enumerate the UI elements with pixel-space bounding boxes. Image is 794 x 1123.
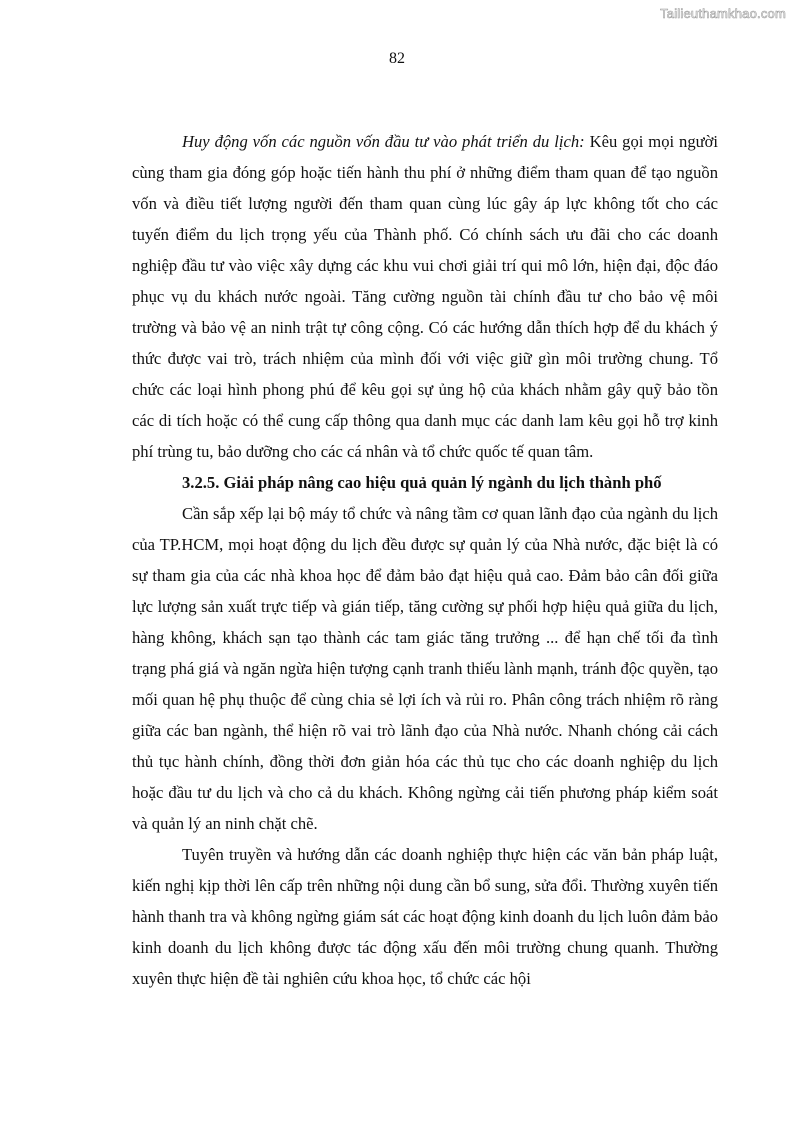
paragraph-propaganda: Tuyên truyền và hướng dẫn các doanh nghiệp thực hiện các văn bản pháp luật, kiến nghị kịp thời lên cấp trên những nội dung cần bổ sung, sửa đổi. Thường xuyên tiến hành thanh tra và không ngừng giám sát các hoạt động kinh doanh du lịch luôn đảm bảo kinh doanh du lịch không được tác động xấu đến môi trường chung quanh. Thường xuyên thực hiện đề tài nghiên cứu khoa học, tổ chức các hội [132,845,718,988]
paragraph-body: Kêu gọi mọi người cùng tham gia đóng góp hoặc tiến hành thu phí ở những điểm tham quan để tạo nguồn vốn và điều tiết lượng người đến tham quan cùng lúc gây áp lực không tốt cho các tuyến điểm du lịch trọng yếu của Thành phố. Có chính sách ưu đãi cho các doanh nghiệp đầu tư vào việc xây dựng các khu vui chơi giải trí qui mô lớn, hiện đại, độc đáo phục vụ du khách nước ngoài. Tăng cường nguồn tài chính đầu tư cho bảo vệ môi trường và bảo vệ an ninh trật tự công cộng. Có các hướng dẫn thích hợp để du khách ý thức được vai trò, trách nhiệm của mình đối với việc giữ gìn môi trường chung. Tổ chức các loại hình phong phú để kêu gọi sự ủng hộ của khách nhằm gây quỹ bảo tồn các di tích hoặc có thể cung cấp thông qua danh mục các danh lam kêu gọi hỗ trợ kinh phí trùng tu, bảo dưỡng cho các cá nhân và tổ chức quốc tế quan tâm. [132,132,718,461]
document-body [132,126,718,994]
section-heading: 3.2.5. Giải pháp nâng cao hiệu quả quản lý ngành du lịch thành phố [182,473,662,492]
paragraph-capital-mobilization [132,126,718,467]
paragraph-lead-italic: Huy động vốn các nguồn vốn đầu tư vào phát triển du lịch: [182,132,585,151]
watermark-text: Tailieuthamkhao.com [660,6,786,21]
page-number: 82 [389,50,405,67]
paragraph-management: Cần sắp xếp lại bộ máy tổ chức và nâng tầm cơ quan lãnh đạo của ngành du lịch của TP.HCM, mọi hoạt động du lịch đều được sự quản lý của Nhà nước, đặc biệt là có sự tham gia của các nhà khoa học để đảm bảo đạt hiệu quả cao. Đảm bảo cân đối giữa lực lượng sản xuất trực tiếp và gián tiếp, tăng cường sự phối hợp hiệu quả giữa du lịch, hàng không, khách sạn tạo thành các tam giác tăng trưởng ... để hạn chế tối đa tình trạng phá giá và ngăn ngừa hiện tượng cạnh tranh thiếu lành mạnh, tránh độc quyền, tạo mối quan hệ phụ thuộc để cùng chia sẻ lợi ích và rủi ro. Phân công trách nhiệm rõ ràng giữa các ban ngành, thể hiện rõ vai trò lãnh đạo của Nhà nước. Nhanh chóng cải cách thủ tục hành chính, đồng thời đơn giản hóa các thủ tục cho các doanh nghiệp du lịch hoặc đầu tư du lịch và cho cả du khách. Không ngừng cải tiến phương pháp kiểm soát và quản lý an ninh chặt chẽ. [132,504,718,833]
